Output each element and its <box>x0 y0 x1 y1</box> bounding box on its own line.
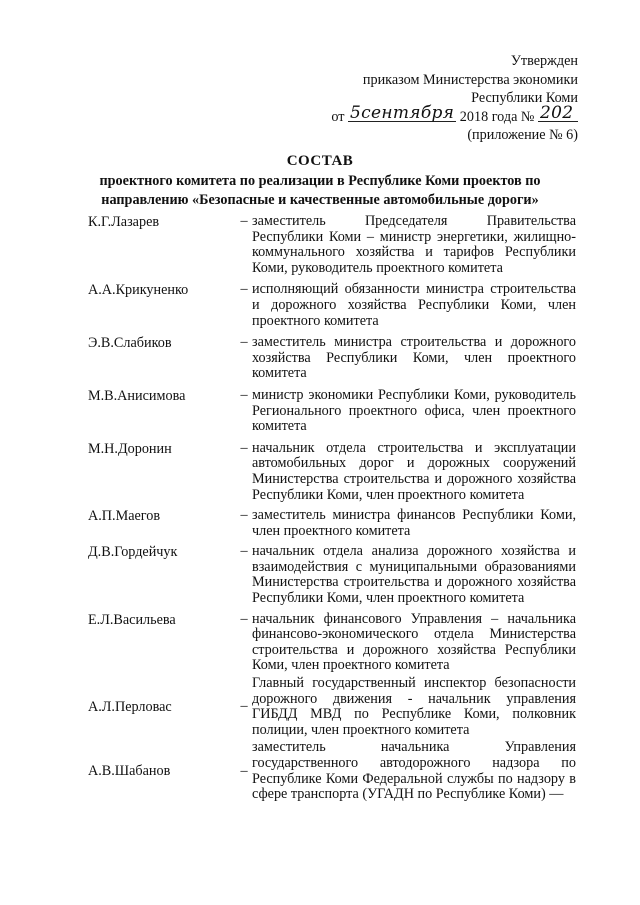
member-dash: – <box>240 610 248 627</box>
document-title <box>40 152 600 209</box>
member-row <box>88 676 588 738</box>
member-row <box>88 612 588 674</box>
approval-block <box>300 52 578 145</box>
handwritten-date: 5сентября <box>350 102 455 123</box>
members-list <box>88 214 588 803</box>
member-role: заместитель начальника Управления государственного автодорожного надзора по Республике Коми Федеральной службы по надзору в сфере транспорта (УГАДН по Республике Коми) — <box>252 739 576 803</box>
member-dash: – <box>240 439 248 456</box>
title-line-2: направлению «Безопасные и качественные автомобильные дороги» <box>101 191 539 208</box>
member-row <box>88 335 588 382</box>
member-dash: – <box>240 762 248 779</box>
member-row <box>88 214 588 276</box>
member-name: М.В.Анисимова <box>88 387 186 404</box>
member-row <box>88 282 588 329</box>
member-role: заместитель Председателя Правительства Республики Коми – министр энергетики, жилищно-коммунального хозяйства и тарифов Республики Коми, руководитель проектного комитета <box>252 213 576 276</box>
member-name: Э.В.Слабиков <box>88 335 172 352</box>
approval-date-line <box>300 102 578 127</box>
member-row <box>88 740 588 802</box>
handwritten-order-number: 202 <box>538 105 578 122</box>
member-name: К.Г.Лазарев <box>88 214 160 230</box>
approval-line-approved: Утвержден <box>510 53 578 69</box>
member-dash: – <box>240 334 248 351</box>
member-row <box>88 388 588 435</box>
approval-line-order: приказом Министерства экономики <box>362 71 578 88</box>
member-row <box>88 544 588 606</box>
member-dash: – <box>240 698 248 715</box>
date-year: 2018 года № <box>459 108 535 125</box>
date-prefix: от <box>331 108 345 125</box>
member-dash: – <box>240 543 248 560</box>
appendix-note: (приложение № 6) <box>467 127 578 144</box>
member-name: А.А.Крикуненко <box>88 282 189 299</box>
member-name: М.Н.Доронин <box>88 440 172 457</box>
member-row <box>88 441 588 503</box>
member-dash: – <box>240 213 248 229</box>
member-role: Главный государственный инспектор безопасности дорожного движения - начальник управления ГИБДД МВД по Республике Коми, полковник полиции, член проектного комитета <box>252 675 576 738</box>
member-role: начальник финансового Управления – начальника финансово-экономического отдела Министерства строительства и дорожного хозяйства Республики Коми, член проектного комитета <box>252 610 576 674</box>
member-role: министр экономики Республики Коми, руководитель Регионального проектного офиса, член проектного комитета <box>252 386 576 435</box>
member-name: А.Л.Перловас <box>88 698 172 715</box>
member-role: исполняющий обязанности министра строительства и дорожного хозяйства Республики Коми, член проектного комитета <box>252 281 576 329</box>
member-role: заместитель министра строительства и дорожного хозяйства Республики Коми, член проектного комитета <box>252 334 576 382</box>
member-dash: – <box>240 507 248 524</box>
approval-line-republic: Республики Коми <box>471 90 578 107</box>
member-role: начальник отдела анализа дорожного хозяйства и взаимодействия с муниципальными образованиями Министерства строительства и дорожного хозяйства Республики Коми, член проектного комитета <box>252 543 576 607</box>
title-line-1: проектного комитета по реализации в Республике Коми проектов по <box>99 173 541 190</box>
member-role: начальник отдела строительства и эксплуатации автомобильных дорог и дорожных сооружений Министерства строительства и дорожного хозяйства Республики Коми, член проектного комитета <box>252 439 576 503</box>
member-dash: – <box>240 386 248 403</box>
member-name: А.В.Шабанов <box>88 763 171 780</box>
member-role: заместитель министра финансов Республики Коми, член проектного комитета <box>252 507 576 539</box>
member-dash: – <box>240 281 248 298</box>
member-name: Е.Л.Васильева <box>88 611 176 628</box>
title-heading: СОСТАВ <box>286 153 354 169</box>
member-name: Д.В.Гордейчук <box>88 544 178 561</box>
member-row <box>88 508 588 539</box>
member-name: А.П.Маегов <box>88 508 161 525</box>
